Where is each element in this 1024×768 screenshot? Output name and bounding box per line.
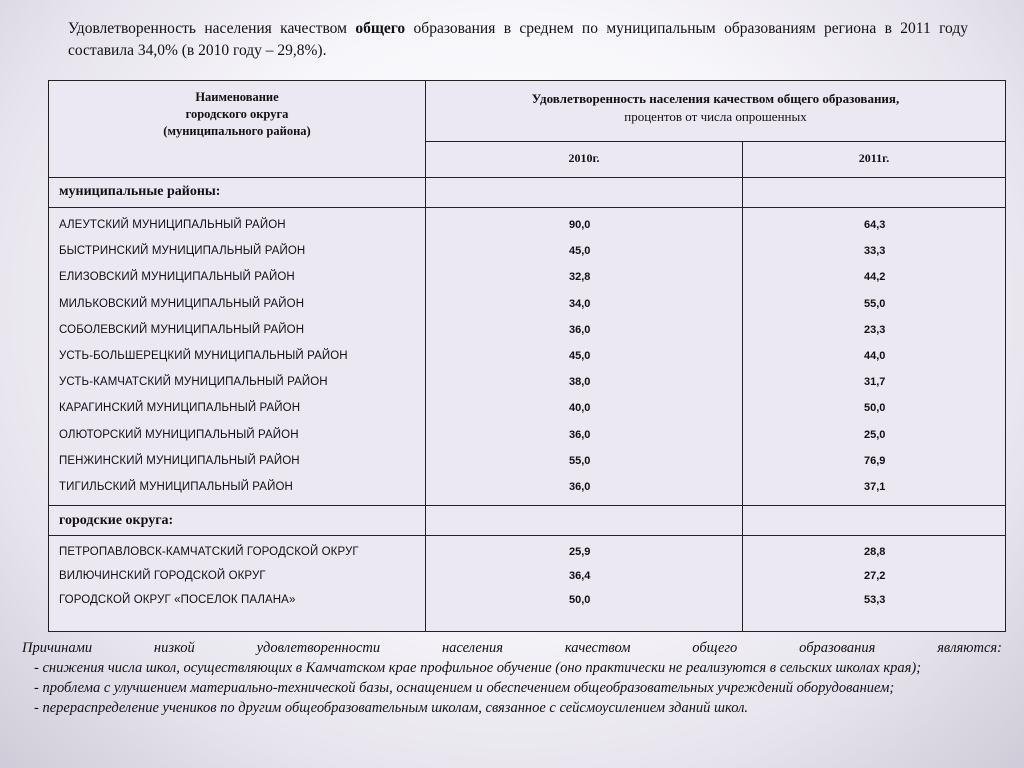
row-name: КАРАГИНСКИЙ МУНИЦИПАЛЬНЫЙ РАЙОН (59, 402, 301, 415)
row-value-2011: 28,8 (864, 546, 886, 558)
row-value-2011: 44,2 (864, 271, 886, 284)
table-row (49, 570, 1005, 596)
row-name: БЫСТРИНСКИЙ МУНИЦИПАЛЬНЫЙ РАЙОН (59, 245, 306, 258)
table-rule-header (426, 141, 1005, 142)
reason-item: - снижения числа школ, осуществляющих в Камчатском крае профильное обучение (оно практически не реализуются в сельских школах края); (34, 660, 922, 676)
row-value-2010: 45,0 (569, 350, 591, 362)
group-label-cities: городские округа: (59, 513, 174, 528)
row-name: УСТЬ-БОЛЬШЕРЕЦКИЙ МУНИЦИПАЛЬНЫЙ РАЙОН (59, 350, 348, 362)
header-name-line: (муниципального района) (163, 124, 311, 138)
row-value-2011: 50,0 (864, 402, 886, 415)
table-row (49, 350, 1005, 376)
row-value-2011: 31,7 (864, 376, 886, 389)
row-value-2010: 90,0 (569, 219, 591, 231)
row-name: МИЛЬКОВСКИЙ МУНИЦИПАЛЬНЫЙ РАЙОН (59, 297, 305, 310)
header-name-column (49, 89, 425, 140)
table-rule-group2 (49, 535, 1005, 536)
row-value-2010: 36,0 (569, 428, 591, 441)
row-value-2010: 40,0 (569, 402, 591, 415)
reason-item: - перераспределение учеников по другим общеобразовательным школам, связанное с сейсмоусилением зданий школ. (34, 700, 749, 716)
row-name: ПЕНЖИНСКИЙ МУНИЦИПАЛЬНЫЙ РАЙОН (59, 454, 300, 467)
row-value-2011: 44,0 (864, 350, 886, 362)
header-year-2010: 2010г. (568, 151, 600, 165)
table-row (49, 271, 1005, 297)
row-value-2010: 36,0 (569, 323, 591, 336)
row-name: ЕЛИЗОВСКИЙ МУНИЦИПАЛЬНЫЙ РАЙОН (59, 271, 295, 284)
table-row (49, 245, 1005, 271)
table-row (49, 481, 1005, 507)
row-value-2010: 32,8 (569, 271, 591, 284)
table-row (49, 219, 1005, 245)
row-name: ПЕТРОПАВЛОВСК-КАМЧАТСКИЙ ГОРОДСКОЙ ОКРУГ (59, 546, 359, 558)
row-name: АЛЕУТСКИЙ МУНИЦИПАЛЬНЫЙ РАЙОН (59, 219, 286, 231)
table-row (49, 546, 1005, 572)
table-row (49, 594, 1005, 620)
row-name: ГОРОДСКОЙ ОКРУГ «ПОСЕЛОК ПАЛАНА» (59, 594, 296, 606)
reasons-lead: Причинами низкой удовлетворенности населения качеством общего образования являются: (22, 640, 1002, 656)
table-row (49, 376, 1005, 402)
row-value-2010: 25,9 (569, 546, 591, 558)
header-satisfaction (426, 90, 1005, 126)
header-name-line: городского округа (185, 107, 289, 121)
row-value-2011: 53,3 (864, 594, 886, 606)
table-row (49, 298, 1005, 324)
row-value-2010: 36,4 (569, 570, 591, 582)
row-name: СОБОЛЕВСКИЙ МУНИЦИПАЛЬНЫЙ РАЙОН (59, 323, 305, 336)
row-value-2011: 55,0 (864, 297, 886, 310)
row-value-2011: 37,1 (864, 481, 886, 493)
table-row (49, 324, 1005, 350)
group-label-districts: муниципальные районы: (59, 184, 221, 199)
row-value-2011: 25,0 (864, 428, 886, 441)
row-value-2011: 76,9 (864, 454, 886, 467)
row-name: ТИГИЛЬСКИЙ МУНИЦИПАЛЬНЫЙ РАЙОН (59, 481, 293, 493)
intro-text-part1: Удовлетворенность населения качеством (68, 20, 356, 37)
row-value-2010: 36,0 (569, 481, 591, 493)
row-name: ОЛЮТОРСКИЙ МУНИЦИПАЛЬНЫЙ РАЙОН (59, 428, 299, 441)
row-value-2010: 55,0 (569, 454, 591, 467)
intro-paragraph (68, 18, 968, 62)
row-value-2011: 27,2 (864, 570, 886, 582)
row-value-2011: 33,3 (864, 245, 886, 258)
table-row (49, 402, 1005, 428)
header-satisfaction-title: Удовлетворенность населения качеством общего образования, (531, 91, 900, 106)
satisfaction-table (48, 80, 1006, 632)
table-row (49, 455, 1005, 481)
row-name: УСТЬ-КАМЧАТСКИЙ МУНИЦИПАЛЬНЫЙ РАЙОН (59, 376, 328, 389)
row-value-2010: 34,0 (569, 297, 591, 310)
reasons-section (22, 638, 1002, 718)
table-row (49, 429, 1005, 455)
row-value-2010: 45,0 (569, 245, 591, 258)
table-rule-years (49, 177, 1005, 178)
intro-text-bold: общего (355, 20, 406, 37)
row-value-2011: 64,3 (864, 219, 886, 231)
row-value-2011: 23,3 (864, 323, 886, 336)
row-value-2010: 50,0 (569, 594, 591, 606)
header-name-line: Наименование (195, 90, 279, 104)
reason-item: - проблема с улучшением материально-технической базы, оснащением и обеспечением общеобразовательных учреждений оборудованием; (34, 680, 895, 696)
table-rule-group1 (49, 207, 1005, 208)
row-name: ВИЛЮЧИНСКИЙ ГОРОДСКОЙ ОКРУГ (59, 570, 266, 582)
intro-text-part2: образования в среднем по муниципальным образованиям региона в 2011 году составила 34,0% (в 2010 году – 29,8%). (68, 20, 969, 59)
header-satisfaction-subtitle: процентов от числа опрошенных (624, 109, 807, 124)
header-year-2011: 2011г. (858, 151, 890, 165)
row-value-2010: 38,0 (569, 376, 591, 389)
